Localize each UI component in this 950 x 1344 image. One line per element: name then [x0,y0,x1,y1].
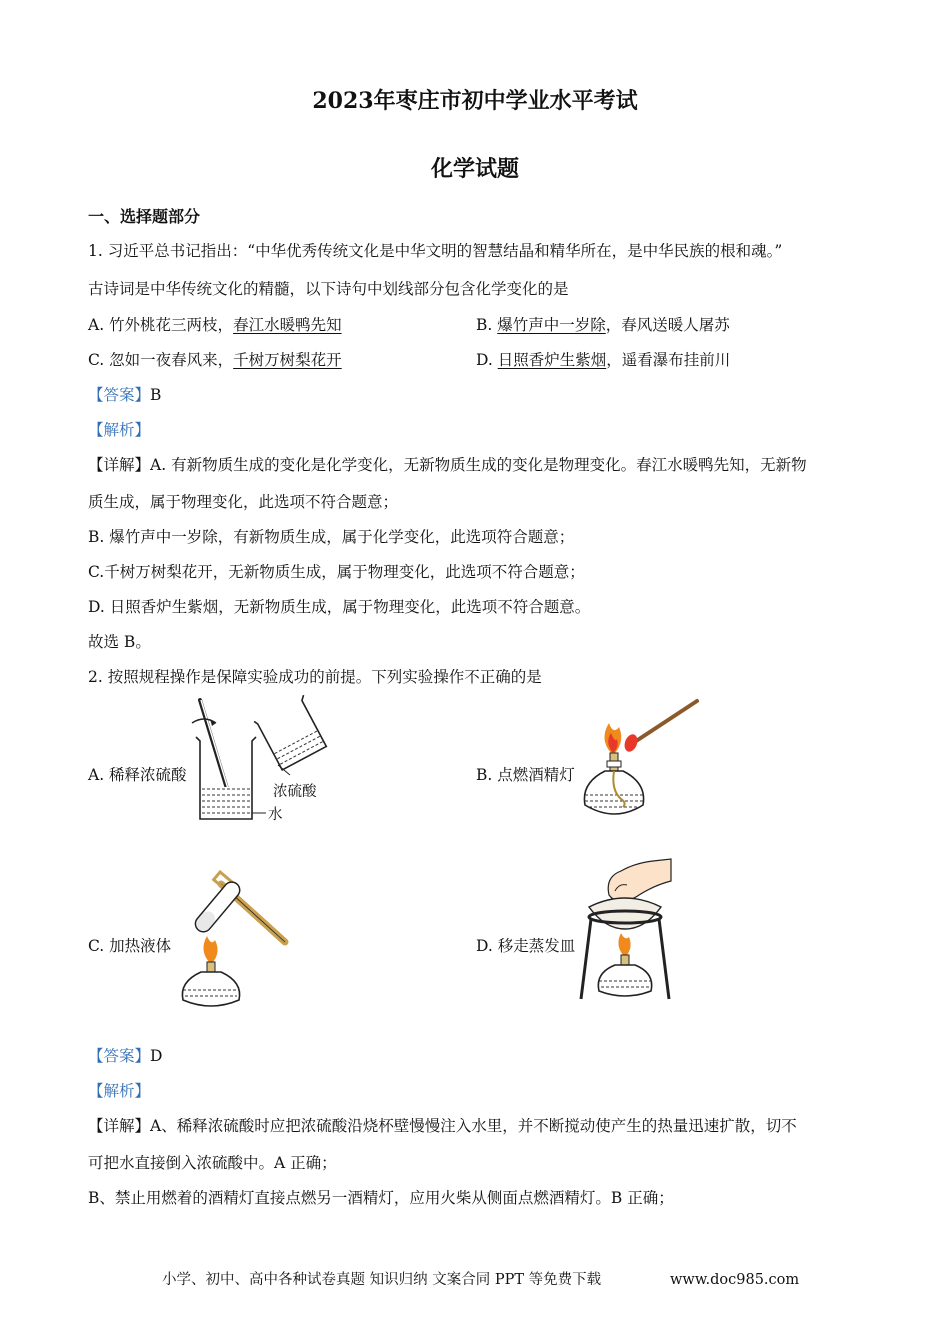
q1-detail-line5: D. 日照香炉生紫烟，无新物质生成，属于物理变化，此选项不符合题意。 [88,598,591,616]
q1-option-d-prefix: D. [476,351,498,369]
section-heading: 一、选择题部分 [88,207,201,226]
q1-option-a [88,315,342,335]
answer-tag: 【答案】 [88,1047,151,1065]
q2-option-a: A. 稀释浓硫酸 [88,766,187,784]
q2-answer [88,1046,162,1066]
figure-heat-liquid [165,870,295,1010]
q1-answer [88,385,161,405]
q1-option-a-text: A. 竹外桃花三两枝， [88,316,234,334]
q2-stem: 2. 按照规程操作是保障实验成功的前提。下列实验操作不正确的是 [88,668,542,686]
page-title: 2023年枣庄市初中学业水平考试 [312,88,638,114]
q1-conclusion: 故选 B。 [88,633,151,651]
page-subtitle: 化学试题 [430,156,519,182]
detail-text: A、稀释浓硫酸时应把浓硫酸沿烧杯壁慢慢注入水里，并不断搅动使产生的热量迅速扩散，切不 [150,1117,797,1135]
answer-value: B [150,386,162,404]
answer-tag: 【答案】 [88,386,151,404]
figure-dilute-acid [190,695,340,825]
q1-stem-line2: 古诗词是中华传统文化的精髓，以下诗句中划线部分包含化学变化的是 [88,280,569,298]
q1-option-d-text: ，遥看瀑布挂前川 [606,351,731,369]
q1-detail-line4: C.千树万树梨花开，无新物质生成，属于物理变化，此选项不符合题意； [88,563,585,581]
label-acid: 浓硫酸 [273,784,317,800]
detail-tag: 【详解】 [88,1117,151,1135]
q1-option-d-underlined: 日照香炉生紫烟 [497,351,607,369]
footer-text: 小学、初中、高中各种试卷真题 知识归纳 文案合同 PPT 等免费下载 [162,1272,602,1288]
detail-text: A. 有新物质生成的变化是化学变化，无新物质生成的变化是物理变化。春江水暖鸭先知，无新物 [150,456,807,474]
q1-option-b-prefix: B. [476,316,498,334]
q1-option-b-text: ，春风送暖人屠苏 [605,316,730,334]
footer-link[interactable]: www.doc985.com [670,1272,800,1288]
q1-option-c [88,350,342,370]
figure-remove-dish [575,855,675,1005]
q1-option-b [476,315,730,335]
detail-tag: 【详解】 [88,456,151,474]
q2-option-c: C. 加热液体 [88,937,172,955]
q2-analysis-tag: 【解析】 [88,1082,151,1100]
q1-detail-line1 [88,455,807,475]
figure-light-lamp [575,695,705,825]
q1-option-c-underlined: 千树万树梨花开 [233,351,342,369]
q1-option-d [476,350,730,370]
q1-option-c-text: C. 忽如一夜春风来， [88,351,234,369]
label-water: 水 [268,807,283,823]
q2-detail-line2: 可把水直接倒入浓硫酸中。A 正确； [88,1154,337,1172]
q1-option-a-underlined: 春江水暖鸭先知 [233,316,342,334]
q2-detail-line1 [88,1116,797,1136]
q1-analysis-tag: 【解析】 [88,421,151,439]
q2-option-d: D. 移走蒸发皿 [476,937,576,955]
q1-stem-line1: 1. 习近平总书记指出：“中华优秀传统文化是中华文明的智慧结晶和精华所在，是中华民族的根和魂。” [88,242,783,260]
q2-detail-line3: B、禁止用燃着的酒精灯直接点燃另一酒精灯，应用火柴从侧面点燃酒精灯。B 正确； [88,1189,674,1207]
answer-value: D [150,1047,163,1065]
q1-detail-line2: 质生成，属于物理变化，此选项不符合题意； [88,493,399,511]
q2-option-b: B. 点燃酒精灯 [476,766,575,784]
q1-detail-line3: B. 爆竹声中一岁除，有新物质生成，属于化学变化，此选项符合题意； [88,528,575,546]
q1-option-b-underlined: 爆竹声中一岁除 [497,316,606,334]
